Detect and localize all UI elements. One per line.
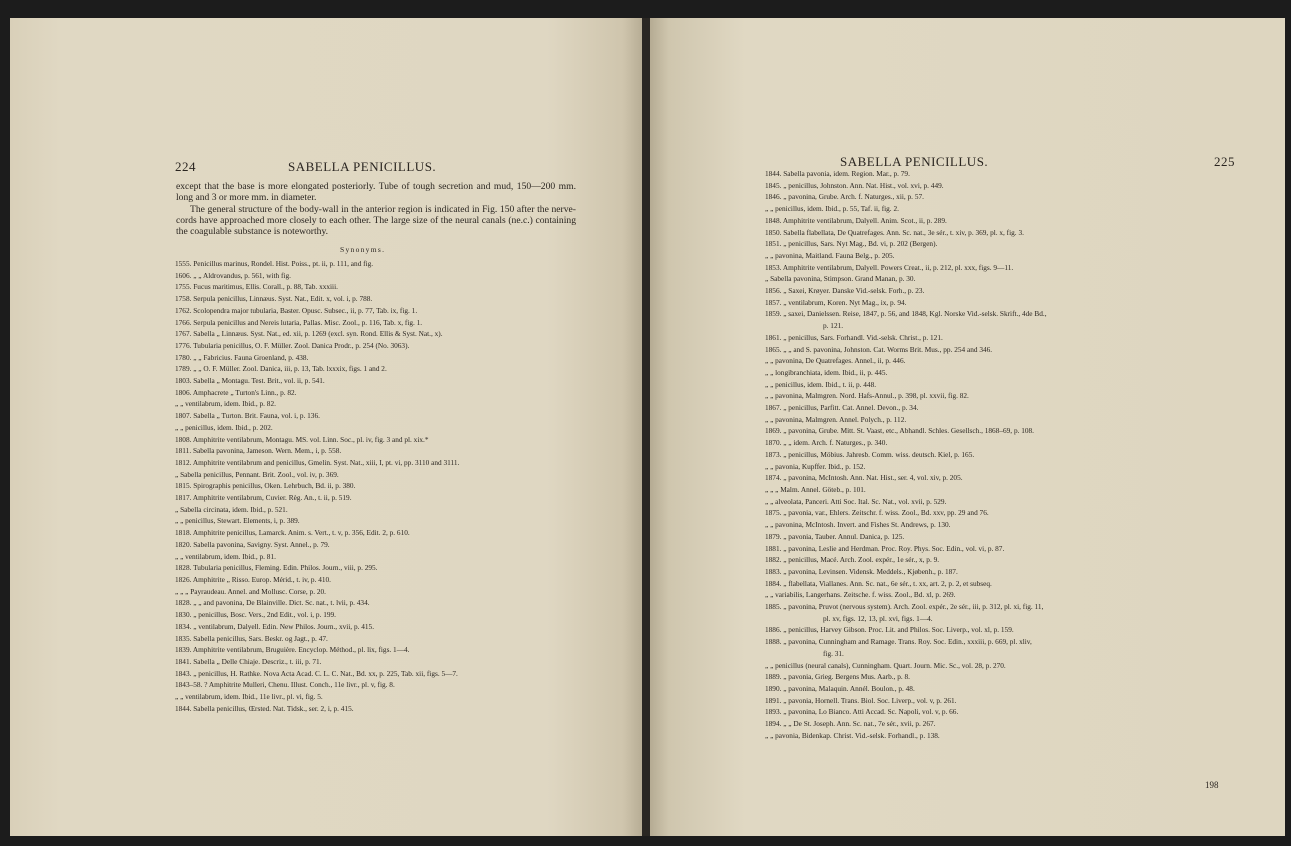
synonym-entry: „ „ pavonina, Malmgren. Annel. Polych., p. 112. — [765, 414, 907, 424]
synonym-entry: „ „ penicillus, Stewart. Elements, i, p. 389. — [175, 516, 300, 526]
page-number: 224 — [175, 159, 196, 174]
running-title: SABELLA PENICILLUS. — [288, 159, 437, 174]
synonym-entry: 1843. „ penicillus, H. Rathke. Nova Acta Acad. C. L. C. Nat., Bd. xx, p. 225, Tab. xii, figs. 5—7. — [175, 668, 458, 678]
synonym-entry: 1885. „ pavonina, Pruvot (nervous system). Arch. Zool. expér., 2e sér., iii, p. 312, pl. xi, fig. 11, — [765, 602, 1044, 612]
synonym-entry: „ Sabella penicillus, Pennant. Brit. Zool., vol. iv, p. 369. — [175, 469, 339, 479]
synonym-entry: 1830. „ penicillus, Bosc. Vers., 2nd Edit., vol. i, p. 199. — [175, 610, 336, 620]
synonym-entry: 1780. „ „ Fabricius. Fauna Groenland, p. 438. — [175, 352, 309, 362]
synonym-entry: 1803. Sabella „ Montagu. Test. Brit., vol. ii, p. 541. — [175, 376, 325, 386]
synonym-entry: 1817. Amphitrite ventilabrum, Cuvier. Règ. An., t. ii, p. 519. — [175, 493, 352, 503]
synonym-list-right — [765, 168, 1225, 741]
synonym-entry: 1882. „ penicillus, Macé. Arch. Zool. expér., 1e sér., x, p. 9. — [765, 555, 940, 565]
synonym-entry: 1776. Tubularia penicillus, O. F. Müller. Zool. Danica Prodr., p. 254 (No. 3063). — [175, 340, 410, 350]
synonym-entry: 1857. „ ventilabrum, Koren. Nyt Mag., ix, p. 94. — [765, 297, 907, 307]
synonym-entry: 1812. Amphitrite ventilabrum and penicillus, Gmelin. Syst. Nat., xiii, I, pt. vi, pp. 3110 and 3111. — [175, 457, 460, 467]
synonym-entry: 1762. Scolopendra major tubularia, Baster. Opusc. Subsec., ii, p. 77, Tab. ix, fig. 1. — [175, 305, 418, 315]
synonym-entry: 1828. Tubularia penicillus, Fleming. Edin. Philos. Journ., viii, p. 295. — [175, 563, 378, 573]
synonym-entry: „ „ penicillus (neural canals), Cunningham. Quart. Journ. Mic. Sc., vol. 28, p. 270. — [765, 660, 1006, 670]
synonym-entry: 1826. Amphitrite „ Risso. Europ. Mérid., t. iv, p. 410. — [175, 574, 331, 584]
synonym-entry: 1848. Amphitrite ventilabrum, Dalyell. Anim. Scot., ii, p. 289. — [765, 215, 947, 225]
synonym-entry: 1755. Fucus maritimus, Ellis. Corall., p. 88, Tab. xxxiii. — [175, 282, 338, 292]
synonym-entry: 1815. Spirographis penicillus, Oken. Lehrbuch, Bd. ii, p. 380. — [175, 481, 356, 491]
signature-mark: 198 — [1205, 780, 1219, 790]
synonym-entry: „ „ pavonia, Kupffer. Ibid., p. 152. — [765, 461, 866, 471]
synonym-entry: 1891. „ pavonia, Hornell. Trans. Biol. Soc. Liverp., vol. v, p. 261. — [765, 695, 957, 705]
synonym-entry: 1888. „ pavonina, Cunningham and Ramage. Trans. Roy. Soc. Edin., xxxiii, p. 669, pl. xliv, — [765, 637, 1032, 647]
synonym-entry: 1850. Sabella flabellata, De Quatrefages. Ann. Sc. nat., 3e sér., t. xiv, p. 369, pl. x, fig. 3. — [765, 227, 1024, 237]
synonym-entry: „ „ pavonia, Bidenkap. Christ. Vid.-selsk. Forhandl., p. 138. — [765, 730, 940, 740]
synonym-entry: „ „ pavonina, Malmgren. Nord. Hafs-Annul., p. 398, pl. xxvii, fig. 82. — [765, 391, 969, 401]
synonym-entry: pl. xv, figs. 12, 13, pl. xvi, figs. 1—4. — [823, 613, 933, 623]
body-paragraph-2: The general structure of the body-wall in the anterior region is indicated in Fig. 150 after the nerve-cords have approached more closely to each other. The large size of the neural canals (ne.c.) containing the coagulable substance is noteworthy. — [176, 204, 576, 238]
synonym-entry: 1881. „ pavonina, Leslie and Herdman. Proc. Roy. Phys. Soc. Edin., vol. vi, p. 87. — [765, 543, 1005, 553]
synonym-entry: „ „ pavonina, Maitland. Fauna Belg., p. 205. — [765, 250, 895, 260]
synonym-entry: 1828. „ „ and pavonina, De Blainville. Dict. Sc. nat., t. lvii, p. 434. — [175, 598, 370, 608]
synonym-entry: 1859. „ saxei, Danielssen. Reise, 1847, p. 56, and 1848, Kgl. Norske Vid.-selsk. Skrift., 4de Bd., — [765, 309, 1047, 319]
synonym-entry: 1807. Sabella „ Turton. Brit. Fauna, vol. i, p. 136. — [175, 411, 320, 421]
synonym-entry: „ „ alveolata, Panceri. Atti Soc. Ital. Sc. Nat., vol. xvii, p. 529. — [765, 496, 947, 506]
synonym-entry: 1844. Sabella pavonia, idem. Region. Mar., p. 79. — [765, 169, 910, 178]
synonym-entry: 1766. Serpula penicillus and Nereis lutaria, Pallas. Misc. Zool., p. 116, Tab. x, fig. 1. — [175, 317, 423, 327]
synonym-entry: 1890. „ pavonina, Malaquin. Annél. Boulon., p. 48. — [765, 683, 915, 693]
synonym-entry: p. 121. — [823, 321, 844, 331]
synonym-entry: 1555. Penicillus marinus, Rondel. Hist. Poiss., pt. ii, p. 111, and fig. — [175, 259, 374, 268]
synonym-entry: 1853. Amphitrite ventilabrum, Dalyell. Powers Creat., ii, p. 212, pl. xxx, figs. 9—11. — [765, 262, 1014, 272]
synonym-list-left — [175, 258, 625, 714]
synonym-entry: 1873. „ penicillus, Möbius. Jahresb. Comm. wiss. deutsch. Kiel, p. 165. — [765, 449, 975, 459]
synonym-entry: 1843–58. ? Amphitrite Mulleri, Chenu. Illust. Conch., 11e livr., pl. v, fig. 8. — [175, 680, 395, 690]
synonym-entry: „ „ ventilabrum, idem. Ibid., p. 82. — [175, 399, 276, 409]
synonym-entry: 1893. „ pavonina, Lo Bianco. Atti Accad. Sc. Napoli, vol. v, p. 66. — [765, 707, 959, 717]
synonym-entry: „ „ pavonina, De Quatrefages. Annel., ii, p. 446. — [765, 356, 906, 366]
synonym-entry: fig. 31. — [823, 648, 844, 658]
synonym-entry: 1845. „ penicillus, Johnston. Ann. Nat. Hist., vol. xvi, p. 449. — [765, 180, 944, 190]
synonym-entry: 1606. „ „ Aldrovandus, p. 561, with fig. — [175, 270, 291, 280]
synonym-entry: 1806. Amphacrete „ Turton's Linn., p. 82. — [175, 387, 297, 397]
synonym-entry: 1879. „ pavonia, Tauber. Annul. Danica, p. 125. — [765, 531, 905, 541]
synonym-entry: 1869. „ pavonina, Grube. Mitt. St. Vaast, etc., Abhandl. Schles. Gesellsch., 1868–69, p. 108. — [765, 426, 1035, 436]
synonyms-heading: Synonyms. — [340, 245, 386, 254]
synonym-entry: „ „ ventilabrum, idem. Ibid., p. 81. — [175, 551, 276, 561]
page-number: 225 — [1214, 154, 1235, 169]
synonym-entry: 1839. Amphitrite ventilabrum, Bruguière. Encyclop. Méthod., pl. lix, figs. 1—4. — [175, 645, 410, 655]
synonym-entry: 1856. „ Saxei, Krøyer. Danske Vid.-selsk. Forh., p. 23. — [765, 286, 925, 296]
synonym-entry: „ „ pavonina, McIntosh. Invert. and Fishes St. Andrews, p. 130. — [765, 520, 951, 530]
synonym-entry: 1767. Sabella „ Linnæus. Syst. Nat., ed. xii, p. 1269 (excl. syn. Rond. Ellis & Syst. Nat., x). — [175, 329, 443, 339]
synonym-entry: 1894. „ „ De St. Joseph. Ann. Sc. nat., 7e sér., xvii, p. 267. — [765, 719, 936, 729]
synonym-entry: 1870. „ „ idem. Arch. f. Naturges., p. 340. — [765, 438, 888, 448]
synonym-entry: 1758. Serpula penicillus, Linnæus. Syst. Nat., Edit. x, vol. i, p. 788. — [175, 294, 373, 304]
synonym-entry: 1884. „ flabellata, Viallanes. Ann. Sc. nat., 6e sér., t. xx, art. 2, p. 2, et subseq. — [765, 578, 992, 588]
synonym-entry: 1811. Sabella pavonina, Jameson. Wern. Mem., i, p. 558. — [175, 446, 342, 456]
synonym-entry: 1820. Sabella pavonina, Savigny. Syst. Annel., p. 79. — [175, 539, 330, 549]
synonym-entry: 1861. „ penicillus, Sars. Forhandl. Vid.-selsk. Christ., p. 121. — [765, 332, 943, 342]
synonym-entry: 1844. Sabella penicillus, Œrsted. Nat. Tidsk., ser. 2, i, p. 415. — [175, 703, 354, 713]
running-title: SABELLA PENICILLUS. — [840, 154, 989, 169]
synonym-entry: 1889. „ pavonia, Grieg. Bergens Mus. Aarb., p. 8. — [765, 672, 910, 682]
synonym-entry: „ „ „ Payraudeau. Annel. and Mollusc. Corse, p. 20. — [175, 586, 326, 596]
synonym-entry: „ „ penicillus, idem. Ibid., p. 202. — [175, 422, 273, 432]
synonym-entry: „ Sabella pavonina, Stimpson. Grand Manan, p. 30. — [765, 274, 916, 284]
synonym-entry: 1846. „ pavonina, Grube. Arch. f. Naturges., xii, p. 57. — [765, 192, 924, 202]
synonym-entry: 1818. Amphitrite penicillus, Lamarck. Anim. s. Vert., t. v, p. 356, Edit. 2, p. 610. — [175, 528, 410, 538]
synonym-entry: „ „ longibranchiata, idem. Ibid., ii, p. 445. — [765, 367, 888, 377]
synonym-entry: 1867. „ penicillus, Parfitt. Cat. Annel. Devon., p. 34. — [765, 403, 919, 413]
synonym-entry: 1886. „ penicillus, Harvey Gibson. Proc. Lit. and Philos. Soc. Liverp., vol. xl, p. 159. — [765, 625, 1014, 635]
book-gutter — [642, 18, 650, 836]
synonym-entry: „ „ penicillus, idem. Ibid., t. ii, p. 448. — [765, 379, 877, 389]
body-paragraph-1: except that the base is more elongated posteriorly. Tube of tough secretion and mud, 150—200 mm. long and 3 or more mm. in diameter. — [176, 181, 576, 204]
synonym-entry: „ „ „ Malm. Annel. Göteb., p. 101. — [765, 484, 866, 494]
synonym-entry: „ „ penicillus, idem. Ibid., p. 55, Taf. ii, fig. 2. — [765, 204, 899, 214]
synonym-entry: „ Sabella circinata, idem. Ibid., p. 521. — [175, 504, 288, 514]
synonym-entry: 1874. „ pavonina, McIntosh. Ann. Nat. Hist., ser. 4, vol. xiv, p. 205. — [765, 473, 963, 483]
synonym-entry: 1875. „ pavonia, var., Ehlers. Zeitschr. f. wiss. Zool., Bd. xxv, pp. 29 and 76. — [765, 508, 989, 518]
synonym-entry: 1808. Amphitrite ventilabrum, Montagu. MS. vol. Linn. Soc., pl. iv, fig. 3 and pl. xix.* — [175, 434, 429, 444]
synonym-entry: 1865. „ „ and S. pavonina, Johnston. Cat. Worms Brit. Mus., pp. 254 and 346. — [765, 344, 993, 354]
synonym-entry: 1841. Sabella „ Delle Chiaje. Descriz., t. iii, p. 71. — [175, 656, 322, 666]
synonym-entry: „ „ ventilabrum, idem. Ibid., 11e livr., pl. vi, fig. 5. — [175, 692, 323, 702]
synonym-entry: 1834. „ ventilabrum, Dalyell. Edin. New Philos. Journ., xvii, p. 415. — [175, 621, 375, 631]
synonym-entry: 1835. Sabella penicillus, Sars. Beskr. og Jagt., p. 47. — [175, 633, 328, 643]
synonym-entry: 1789. „ „ O. F. Müller. Zool. Danica, iii, p. 13, Tab. lxxxix, figs. 1 and 2. — [175, 364, 387, 374]
left-page — [10, 18, 642, 836]
synonym-entry: 1883. „ pavonina, Levinsen. Vidensk. Meddels., Kjøbenh., p. 187. — [765, 566, 958, 576]
synonym-entry: 1851. „ penicillus, Sars. Nyt Mag., Bd. vi, p. 202 (Bergen). — [765, 239, 938, 249]
synonym-entry: „ „ variabilis, Langerhans. Zeitsche. f. wiss. Zool., Bd. xl, p. 269. — [765, 590, 956, 600]
right-page — [650, 18, 1285, 836]
